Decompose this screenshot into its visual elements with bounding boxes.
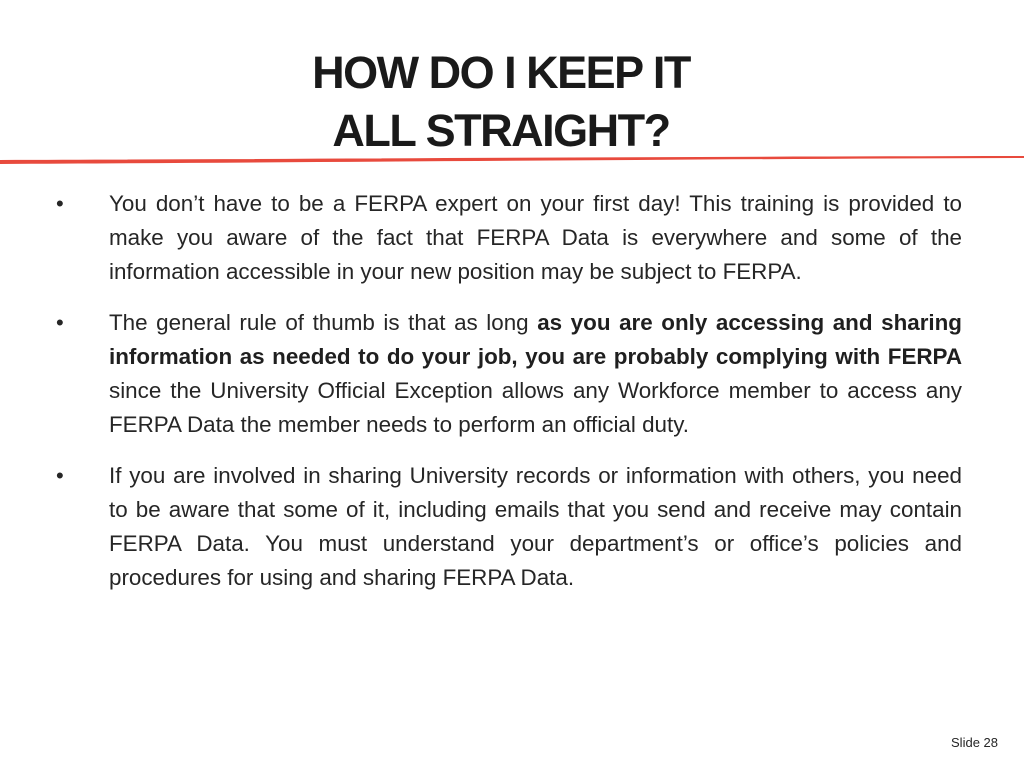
bullet-icon: • bbox=[56, 310, 64, 335]
bullet-item-2 bbox=[56, 306, 962, 442]
title-line-1: HOW DO I KEEP IT bbox=[312, 47, 690, 98]
bullet-text-2-bold: as you are only accessing and sharing information as needed to do your job, you are probably complying with FERPA bbox=[109, 310, 962, 369]
bullet-item-3 bbox=[56, 459, 962, 595]
bullet-text-2-after: since the University Official Exception allows any Workforce member to access any FERPA Data the member needs to perform an official duty. bbox=[109, 378, 962, 437]
slide-number: Slide 28 bbox=[951, 735, 998, 750]
title-divider-rule bbox=[0, 156, 1024, 165]
bullet-text-2-before: The general rule of thumb is that as long bbox=[109, 310, 538, 335]
title-line-2: ALL STRAIGHT? bbox=[332, 105, 670, 156]
bullet-icon: • bbox=[56, 191, 64, 216]
bullet-text-1: You don’t have to be a FERPA expert on your first day! This training is provided to make you aware of the fact that FERPA Data is everywhere and some of the information accessible in your new position may be subject to FERPA. bbox=[109, 191, 962, 284]
bullet-list bbox=[56, 187, 962, 612]
divider-swoosh bbox=[0, 156, 1024, 165]
bullet-text-3: If you are involved in sharing University records or information with others, you need to be aware that some of it, including emails that you send and receive may contain FERPA Data. You must understand your department’s or office’s policies and procedures for using and sharing FERPA Data. bbox=[109, 463, 962, 590]
slide-title bbox=[0, 44, 1002, 160]
bullet-item-1 bbox=[56, 187, 962, 289]
bullet-icon: • bbox=[56, 463, 64, 488]
